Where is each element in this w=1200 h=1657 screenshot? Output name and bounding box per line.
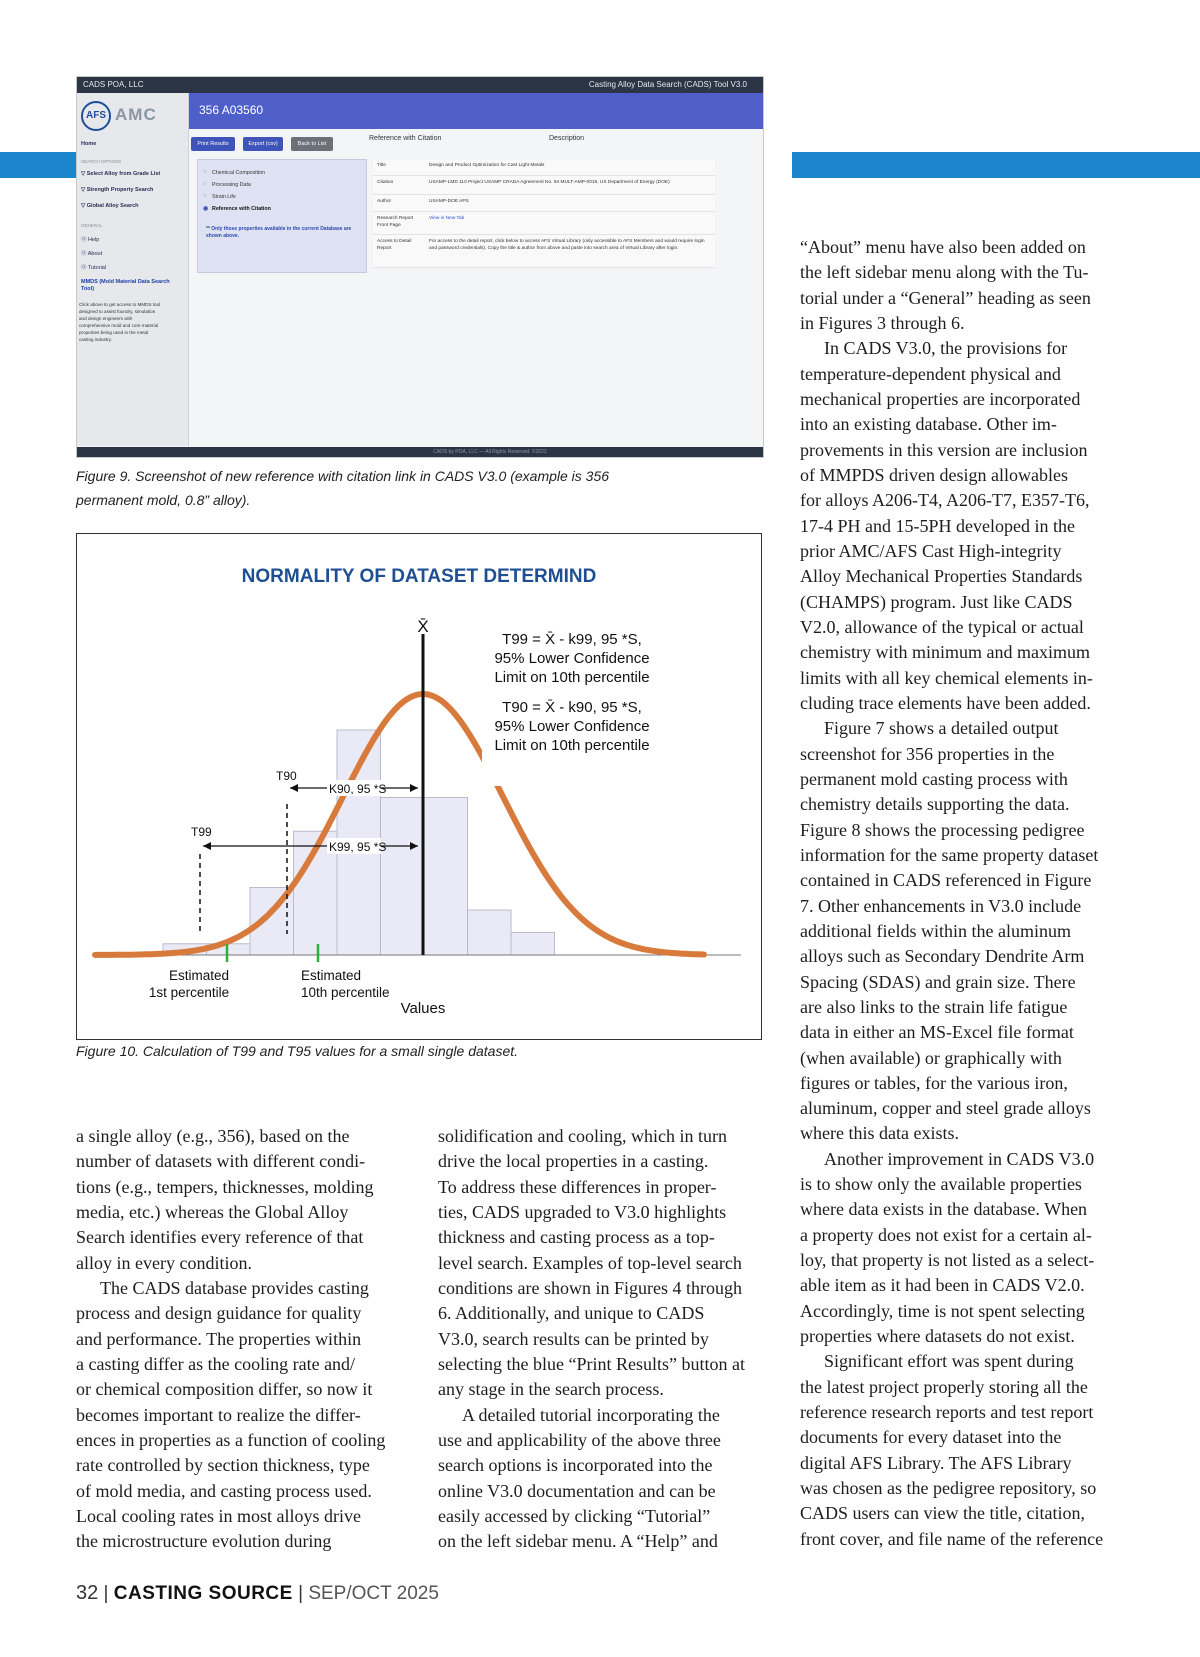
text-line: In CADS V3.0, the provisions for [824, 338, 1068, 359]
mmds-desc-line: Click above to get access to MMDS tool [79, 302, 161, 307]
table-row [373, 212, 715, 235]
text-line: ences in properties as a function of cooling [76, 1429, 386, 1450]
text-line: “About” menu have also been added on [800, 237, 1086, 257]
table-key: Research Report Front Page [377, 216, 414, 228]
text-line: easily accessed by clicking “Tutorial” [438, 1505, 711, 1526]
text-line: online V3.0 documentation and can be [438, 1480, 716, 1501]
histogram-bar [381, 798, 425, 956]
text-line: 7. Other enhancements in V3.0 include [800, 895, 1082, 916]
table-key: Citation [377, 180, 394, 185]
text-line: documents for every dataset into the [800, 1427, 1062, 1448]
table-key: Access to Detail Report [377, 239, 412, 251]
text-line: mechanical properties are incorporated [800, 388, 1081, 409]
text-line: V3.0, search results can be printed by [438, 1328, 709, 1349]
page-number: 32 [76, 1582, 99, 1604]
text-line: of mold media, and casting process used. [76, 1480, 372, 1501]
text-line: number of datasets with different condi- [76, 1151, 366, 1172]
mmds-desc-line: designed to assist foundry, simulation [79, 309, 156, 314]
text-line: figures or tables, for the various iron, [800, 1072, 1068, 1093]
t90-desc-line3: Limit on 10th percentile [494, 737, 650, 754]
mmds-desc-line: comprehensive mold and core material [79, 323, 159, 328]
est-1st-line2: 1st percentile [148, 985, 230, 1000]
options-note: ** Only those properties available in the current Database are shown above. [206, 226, 352, 239]
text-line: solidification and cooling, which in turn [438, 1126, 727, 1146]
folio-separator: | [298, 1583, 304, 1604]
est-1st-line1: Estimated [168, 968, 230, 983]
text-line: 17-4 PH and 15-5PH developed in the [800, 515, 1075, 536]
sidebar-general-heading: GENERAL [81, 223, 103, 228]
topbar-company: CADS POA, LLC [83, 80, 144, 89]
text-line: chemistry with minimum and maximum [800, 642, 1090, 663]
chart-title: NORMALITY OF DATASET DETERMIND [241, 566, 597, 587]
text-line: process and design guidance for quality [76, 1303, 362, 1324]
text-line: reference research reports and test report [800, 1402, 1094, 1423]
caption-line: Figure 9. Screenshot of new reference with citation link in CADS V3.0 (example is 356 [76, 468, 610, 484]
table-value: USAMP-DOE APS [429, 199, 469, 204]
t90-desc-line2: 95% Lower Confidence [494, 718, 650, 735]
text-line: level search. Examples of top-level search [438, 1252, 742, 1273]
text-line: data in either an MS-Excel file format [800, 1022, 1074, 1043]
text-line: alloy in every condition. [76, 1252, 252, 1273]
figure-10-chart [76, 533, 762, 1040]
text-line: aluminum, copper and steel grade alloys [800, 1098, 1091, 1119]
table-row [373, 159, 715, 176]
figure-9-caption [76, 464, 609, 512]
text-line: on the left sidebar menu. A “Help” and [438, 1531, 718, 1552]
text-line: Figure 7 shows a detailed output [824, 718, 1059, 739]
text-line: torial under a “General” heading as seen [800, 287, 1091, 308]
text-line: properties where datasets do not exist. [800, 1326, 1075, 1347]
print-results-button[interactable]: Print Results [191, 137, 235, 151]
mmds-desc-line: properties being used in the metal [79, 330, 149, 335]
text-line: or chemical composition differ, so now it [76, 1379, 373, 1400]
option-processing-data[interactable]: ○ Processing Data [212, 182, 251, 188]
afs-amc-logo [81, 101, 181, 131]
text-line: a single alloy (e.g., 356), based on the [76, 1126, 350, 1146]
sidebar-search-options-heading: SEARCH OPTIONS [81, 159, 122, 164]
sidebar-item-global-search[interactable]: ▽ Global Alloy Search [81, 203, 139, 209]
x-axis-label: Values [400, 1000, 446, 1017]
text-line: thickness and casting process as a top- [438, 1227, 715, 1248]
text-line: prior AMC/AFS Cast High-integrity [800, 540, 1062, 561]
text-line: for alloys A206-T4, A206-T7, E357-T6, [800, 490, 1090, 511]
topbar-app-title: Casting Alloy Data Search (CADS) Tool V3.0 [588, 80, 747, 89]
body-column-1 [76, 1124, 385, 1555]
text-line: rate controlled by section thickness, type [76, 1455, 370, 1476]
histogram-bar [424, 798, 468, 956]
text-line: where this data exists. [800, 1123, 959, 1144]
option-reference-with-citation[interactable]: ◉ Reference with Citation [212, 206, 271, 212]
afs-logo-icon: AFS [81, 101, 111, 131]
text-line: any stage in the search process. [438, 1379, 664, 1400]
folio-separator: | [103, 1583, 109, 1604]
text-line: was chosen as the pedigree repository, so [800, 1478, 1097, 1499]
t90-formula: T90 = X̄ - k90, 95 *S, [502, 699, 642, 716]
sidebar-item-label: Help [88, 237, 100, 243]
alloy-title: 356 A03560 [199, 103, 264, 117]
text-line: Figure 8 shows the processing pedigree [800, 819, 1085, 840]
text-line: ties, CADS upgraded to V3.0 highlights [438, 1201, 727, 1222]
text-line: selecting the blue “Print Results” button at [438, 1353, 745, 1374]
amc-logo-text: AMC [115, 105, 157, 124]
sidebar-mmds-link[interactable]: MMDS (Mold Material Data Search Tool) [81, 279, 170, 292]
text-line: The CADS database provides casting [100, 1277, 369, 1298]
app-header [189, 93, 763, 129]
text-line: where data exists in the database. When [800, 1199, 1088, 1220]
text-line: able item as it had been in CADS V2.0. [800, 1275, 1085, 1296]
citation-table [373, 159, 715, 268]
table-key: Title [377, 163, 386, 168]
text-line: and performance. The properties within [76, 1328, 362, 1349]
text-line: Local cooling rates in most alloys drive [76, 1505, 361, 1526]
est-10th-line1: Estimated [301, 968, 362, 983]
t99-marker: T99 [191, 825, 212, 839]
text-line: additional fields within the aluminum [800, 920, 1071, 941]
text-line: Significant effort was spent during [824, 1351, 1074, 1372]
text-line: provements in this version are inclusion [800, 439, 1088, 460]
table-key: Author [377, 199, 392, 204]
magazine-name: CASTING SOURCE [113, 1583, 293, 1604]
text-line: CADS users can view the title, citation, [800, 1503, 1085, 1524]
text-line: limits with all key chemical elements in- [800, 667, 1093, 688]
text-line: search options is incorporated into the [438, 1455, 713, 1476]
text-line: temperature-dependent physical and [800, 363, 1061, 384]
text-line: in Figures 3 through 6. [800, 312, 965, 333]
text-line: front cover, and file name of the reference [800, 1528, 1104, 1549]
caption-line: permanent mold, 0.8” alloy). [76, 492, 251, 508]
mmds-desc-line: and design engineers with [79, 316, 133, 321]
text-line: Spacing (SDAS) and grain size. There [800, 971, 1076, 992]
sidebar-item-tutorial[interactable]: ⓪ Tutorial [81, 265, 107, 271]
page-folio [76, 1582, 439, 1605]
table-value: USAMP-LMD 110 Project USAMP CRADA Agreement No. 94 MULT-AMP-0019, US Department of Energy (DOE) [429, 180, 670, 185]
text-line: use and applicability of the above three [438, 1429, 721, 1450]
text-line: a casting differ as the cooling rate and/ [76, 1353, 356, 1374]
k99-label: K99, 95 *S [329, 840, 387, 854]
text-line: tions (e.g., tempers, thicknesses, molding [76, 1176, 374, 1197]
est-10th-line2: 10th percentile [301, 985, 390, 1000]
sidebar-mmds-description [79, 301, 183, 343]
reference-column-header: Reference with Citation [369, 135, 442, 142]
text-line: contained in CADS referenced in Figure [800, 870, 1092, 891]
text-line: permanent mold casting process with [800, 768, 1068, 789]
sidebar-home[interactable]: Home [81, 141, 97, 147]
text-line: the left sidebar menu along with the Tu- [800, 262, 1089, 283]
t99-desc-line3: Limit on 10th percentile [494, 669, 650, 686]
table-value: Design and Product Optimization for Cast Light Metals [429, 163, 545, 168]
sidebar-item-label: Strength Property Search [86, 187, 154, 193]
option-chemical-composition[interactable]: ○ Chemical Composition [212, 170, 265, 176]
description-column-header: Description [549, 135, 585, 142]
text-line: information for the same property dataset [800, 844, 1099, 865]
sidebar-item-about[interactable]: ⓪ About [81, 251, 103, 257]
sidebar-item-label: Global Alloy Search [86, 203, 139, 209]
text-line: into an existing database. Other im- [800, 414, 1057, 435]
figure-9-screenshot [76, 76, 764, 458]
sidebar-item-label: Tutorial [87, 265, 107, 271]
normality-chart-svg [77, 534, 761, 1039]
k90-label: K90, 95 *S [329, 782, 387, 796]
sidebar-item-help[interactable]: ⓪ Help [81, 237, 100, 243]
text-line: cluding trace elements have been added. [800, 692, 1091, 713]
text-line: the latest project properly storing all the [800, 1376, 1088, 1397]
text-line: To address these differences in proper- [438, 1176, 717, 1197]
t99-desc-line2: 95% Lower Confidence [494, 650, 650, 667]
text-line: the microstructure evolution during [76, 1531, 332, 1552]
text-line: a property does not exist for a certain al- [800, 1224, 1092, 1245]
sidebar-item-label: Select Alloy from Grade List [86, 171, 161, 177]
issue-date: SEP/OCT 2025 [308, 1583, 439, 1604]
text-line: are also links to the strain life fatigue [800, 996, 1068, 1017]
figure-10-caption: Figure 10. Calculation of T99 and T95 values for a small single dataset. [76, 1043, 519, 1059]
body-column-2 [438, 1124, 745, 1555]
text-line: Another improvement in CADS V3.0 [824, 1148, 1095, 1169]
export-csv-button[interactable]: Export (csv) [243, 137, 283, 151]
footer-text: CADS by POA, LLC — All Rights Reserved. ©2022 [433, 449, 547, 455]
t99-formula: T99 = X̄ - k99, 95 *S, [502, 631, 642, 648]
text-line: of MMPDS driven design allowables [800, 464, 1068, 485]
text-line: (when available) or graphically with [800, 1047, 1062, 1068]
text-line: chemistry details supporting the data. [800, 794, 1070, 815]
text-line: Accordingly, time is not spent selecting [800, 1300, 1085, 1321]
sidebar-item-label: About [87, 251, 103, 257]
text-line: loy, that property is not listed as a select- [800, 1250, 1095, 1271]
text-line: A detailed tutorial incorporating the [462, 1404, 720, 1425]
text-line: alloys such as Secondary Dendrite Arm [800, 946, 1085, 967]
mean-label: X̄ [417, 617, 429, 636]
text-line: drive the local properties in a casting. [438, 1151, 709, 1172]
sidebar-item-strength-search[interactable]: ▽ Strength Property Search [81, 187, 154, 193]
text-line: 6. Additionally, and unique to CADS [438, 1303, 705, 1324]
histogram-bar [511, 933, 555, 956]
option-strain-life[interactable]: ○ Strain Life [212, 194, 236, 200]
table-row [373, 195, 715, 212]
text-line: (CHAMPS) program. Just like CADS [800, 591, 1073, 612]
property-options-panel [197, 159, 367, 273]
back-to-list-button[interactable]: Back to List [291, 137, 333, 151]
text-line: screenshot for 356 properties in the [800, 743, 1055, 764]
text-line: is to show only the available properties [800, 1174, 1082, 1195]
body-column-3 [800, 235, 1103, 1552]
table-row [373, 235, 715, 268]
text-line: Search identifies every reference of that [76, 1227, 364, 1248]
text-line: conditions are shown in Figures 4 through [438, 1277, 742, 1298]
app-topbar [77, 77, 763, 93]
table-value: For access to the detail report, click below to access AFS Virtual Library (only accessible to AFS Members and would require login and password credentials). Copy the title & author from above and paste into search area of Virtual Library after login. [429, 239, 705, 251]
histogram-bar [468, 910, 512, 955]
app-footer [77, 447, 763, 457]
text-line: becomes important to realize the differ- [76, 1404, 361, 1425]
app-sidebar [77, 93, 189, 446]
text-line: V2.0, allowance of the typical or actual [800, 616, 1084, 637]
formula-box-bg [482, 646, 662, 786]
text-line: Alloy Mechanical Properties Standards [800, 566, 1083, 587]
text-line: digital AFS Library. The AFS Library [800, 1452, 1072, 1473]
mmds-desc-line: casting industry. [79, 337, 112, 342]
text-line: media, etc.) whereas the Global Alloy [76, 1201, 349, 1222]
table-row [373, 176, 715, 195]
view-in-new-tab-link[interactable]: View in New Tab [429, 216, 465, 221]
sidebar-item-select-alloy[interactable]: ▽ Select Alloy from Grade List [81, 171, 161, 177]
t90-marker: T90 [276, 769, 297, 783]
